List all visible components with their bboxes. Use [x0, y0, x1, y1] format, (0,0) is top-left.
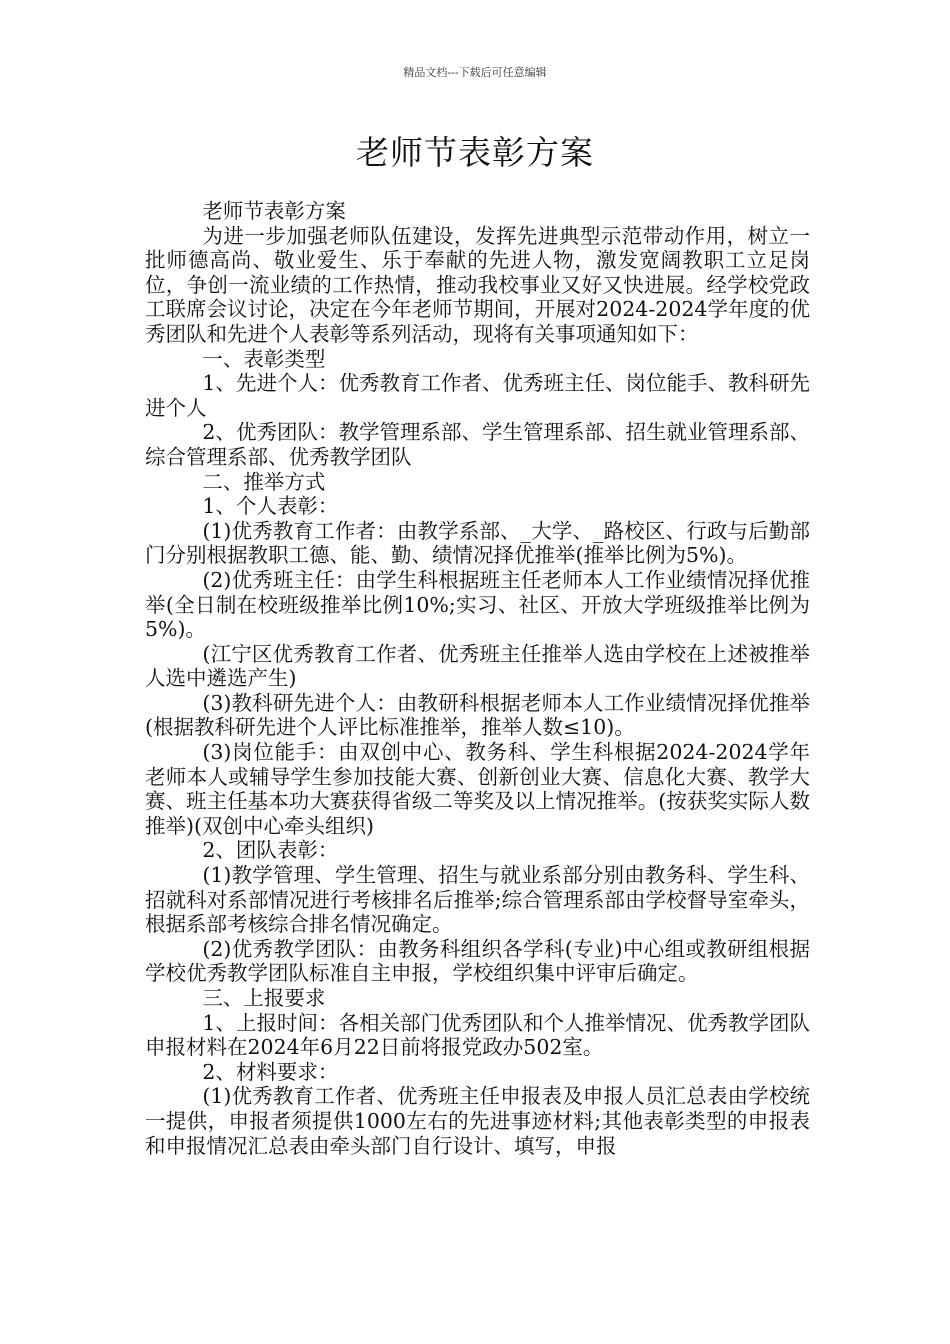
- paragraph-individual-types: 1、先进个人：优秀教育工作者、优秀班主任、岗位能手、教科研先进个人: [145, 371, 810, 420]
- paragraph-submission-time: 1、上报时间：各相关部门优秀团队和个人推举情况、优秀教学团队申报材料在2024年6月22日前将报党政办502室。: [145, 1010, 810, 1060]
- document-title: 老师节表彰方案: [356, 133, 594, 172]
- paragraph-department-teams: (1)教学管理、学生管理、招生与就业系部分别由教务科、学生科、招就科对系部情况进行考核排名后推举;综合管理系部由学校督导室牵头，根据系部考核综合排名情况确定。: [145, 863, 810, 937]
- subheading-material-requirements: 2、材料要求：: [202, 1059, 339, 1084]
- page-header-note: 精品文档---下载后可任意编辑: [403, 66, 547, 79]
- subheading-individual-award: 1、个人表彰：: [202, 494, 339, 519]
- paragraph-jiangning-note: (江宁区优秀教育工作者、优秀班主任推举人选由学校在上述被推举人选中遴选产生): [145, 641, 810, 691]
- section-heading-recommendation: 二、推举方式: [202, 469, 326, 494]
- paragraph-materials: (1)优秀教育工作者、优秀班主任申报表及申报人员汇总表由学校统一提供，申报者须提供1000左右的先进事迹材料;其他表彰类型的申报表和申报情况汇总表由牵头部门自行设计、填写，申报: [145, 1084, 810, 1158]
- paragraph-teaching-team: (2)优秀教学团队：由教务科组织各学科(专业)中心组或教研组根据学校优秀教学团队标准自主申报，学校组织集中评审后确定。: [145, 936, 810, 986]
- section-heading-submission: 三、上报要求: [202, 986, 326, 1010]
- paragraph-subtitle: 老师节表彰方案: [202, 199, 346, 223]
- paragraph-outstanding-head-teacher: (2)优秀班主任：由学生科根据班主任老师本人工作业绩情况择优推举(全日制在校班级推举比例10%;实习、社区、开放大学班级推举比例为5%)。: [145, 567, 810, 642]
- paragraph-intro: 为进一步加强老师队伍建设，发挥先进典型示范带动作用，树立一批师德高尚、敬业爱生、乐于奉献的先进人物，激发宽阔教职工立足岗位，争创一流业绩的工作热情，推动我校事业又好又快进展。经学校党政工联席会议讨论，决定在今年老师节期间，开展对2024-2024学年度的优秀团队和先进个人表彰等系列活动，现将有关事项通知如下：: [145, 223, 810, 346]
- paragraph-research-individual: (3)教科研先进个人：由教研科根据老师本人工作业绩情况择优推举(根据教科研先进个人评比标准推举，推举人数≤10)。: [145, 690, 810, 740]
- subheading-team-award: 2、团队表彰：: [202, 838, 339, 863]
- section-heading-award-types: 一、表彰类型: [202, 346, 326, 371]
- paragraph-outstanding-educator: (1)优秀教育工作者：由教学系部、_大学、_路校区、行政与后勤部门分别根据教职工德、能、勤、绩情况择优推举(推举比例为5%)。: [145, 518, 810, 568]
- paragraph-team-types: 2、优秀团队：教学管理系部、学生管理系部、招生就业管理系部、综合管理系部、优秀教学团队: [145, 420, 810, 469]
- paragraph-job-expert: (3)岗位能手：由双创中心、教务科、学生科根据2024-2024学年老师本人或辅导学生参加技能大赛、创新创业大赛、信息化大赛、教学大赛、班主任基本功大赛获得省级二等奖及以上情况推举。(按获奖实际人数推举)(双创中心牵头组织): [145, 740, 810, 838]
- document-body: [145, 199, 810, 1158]
